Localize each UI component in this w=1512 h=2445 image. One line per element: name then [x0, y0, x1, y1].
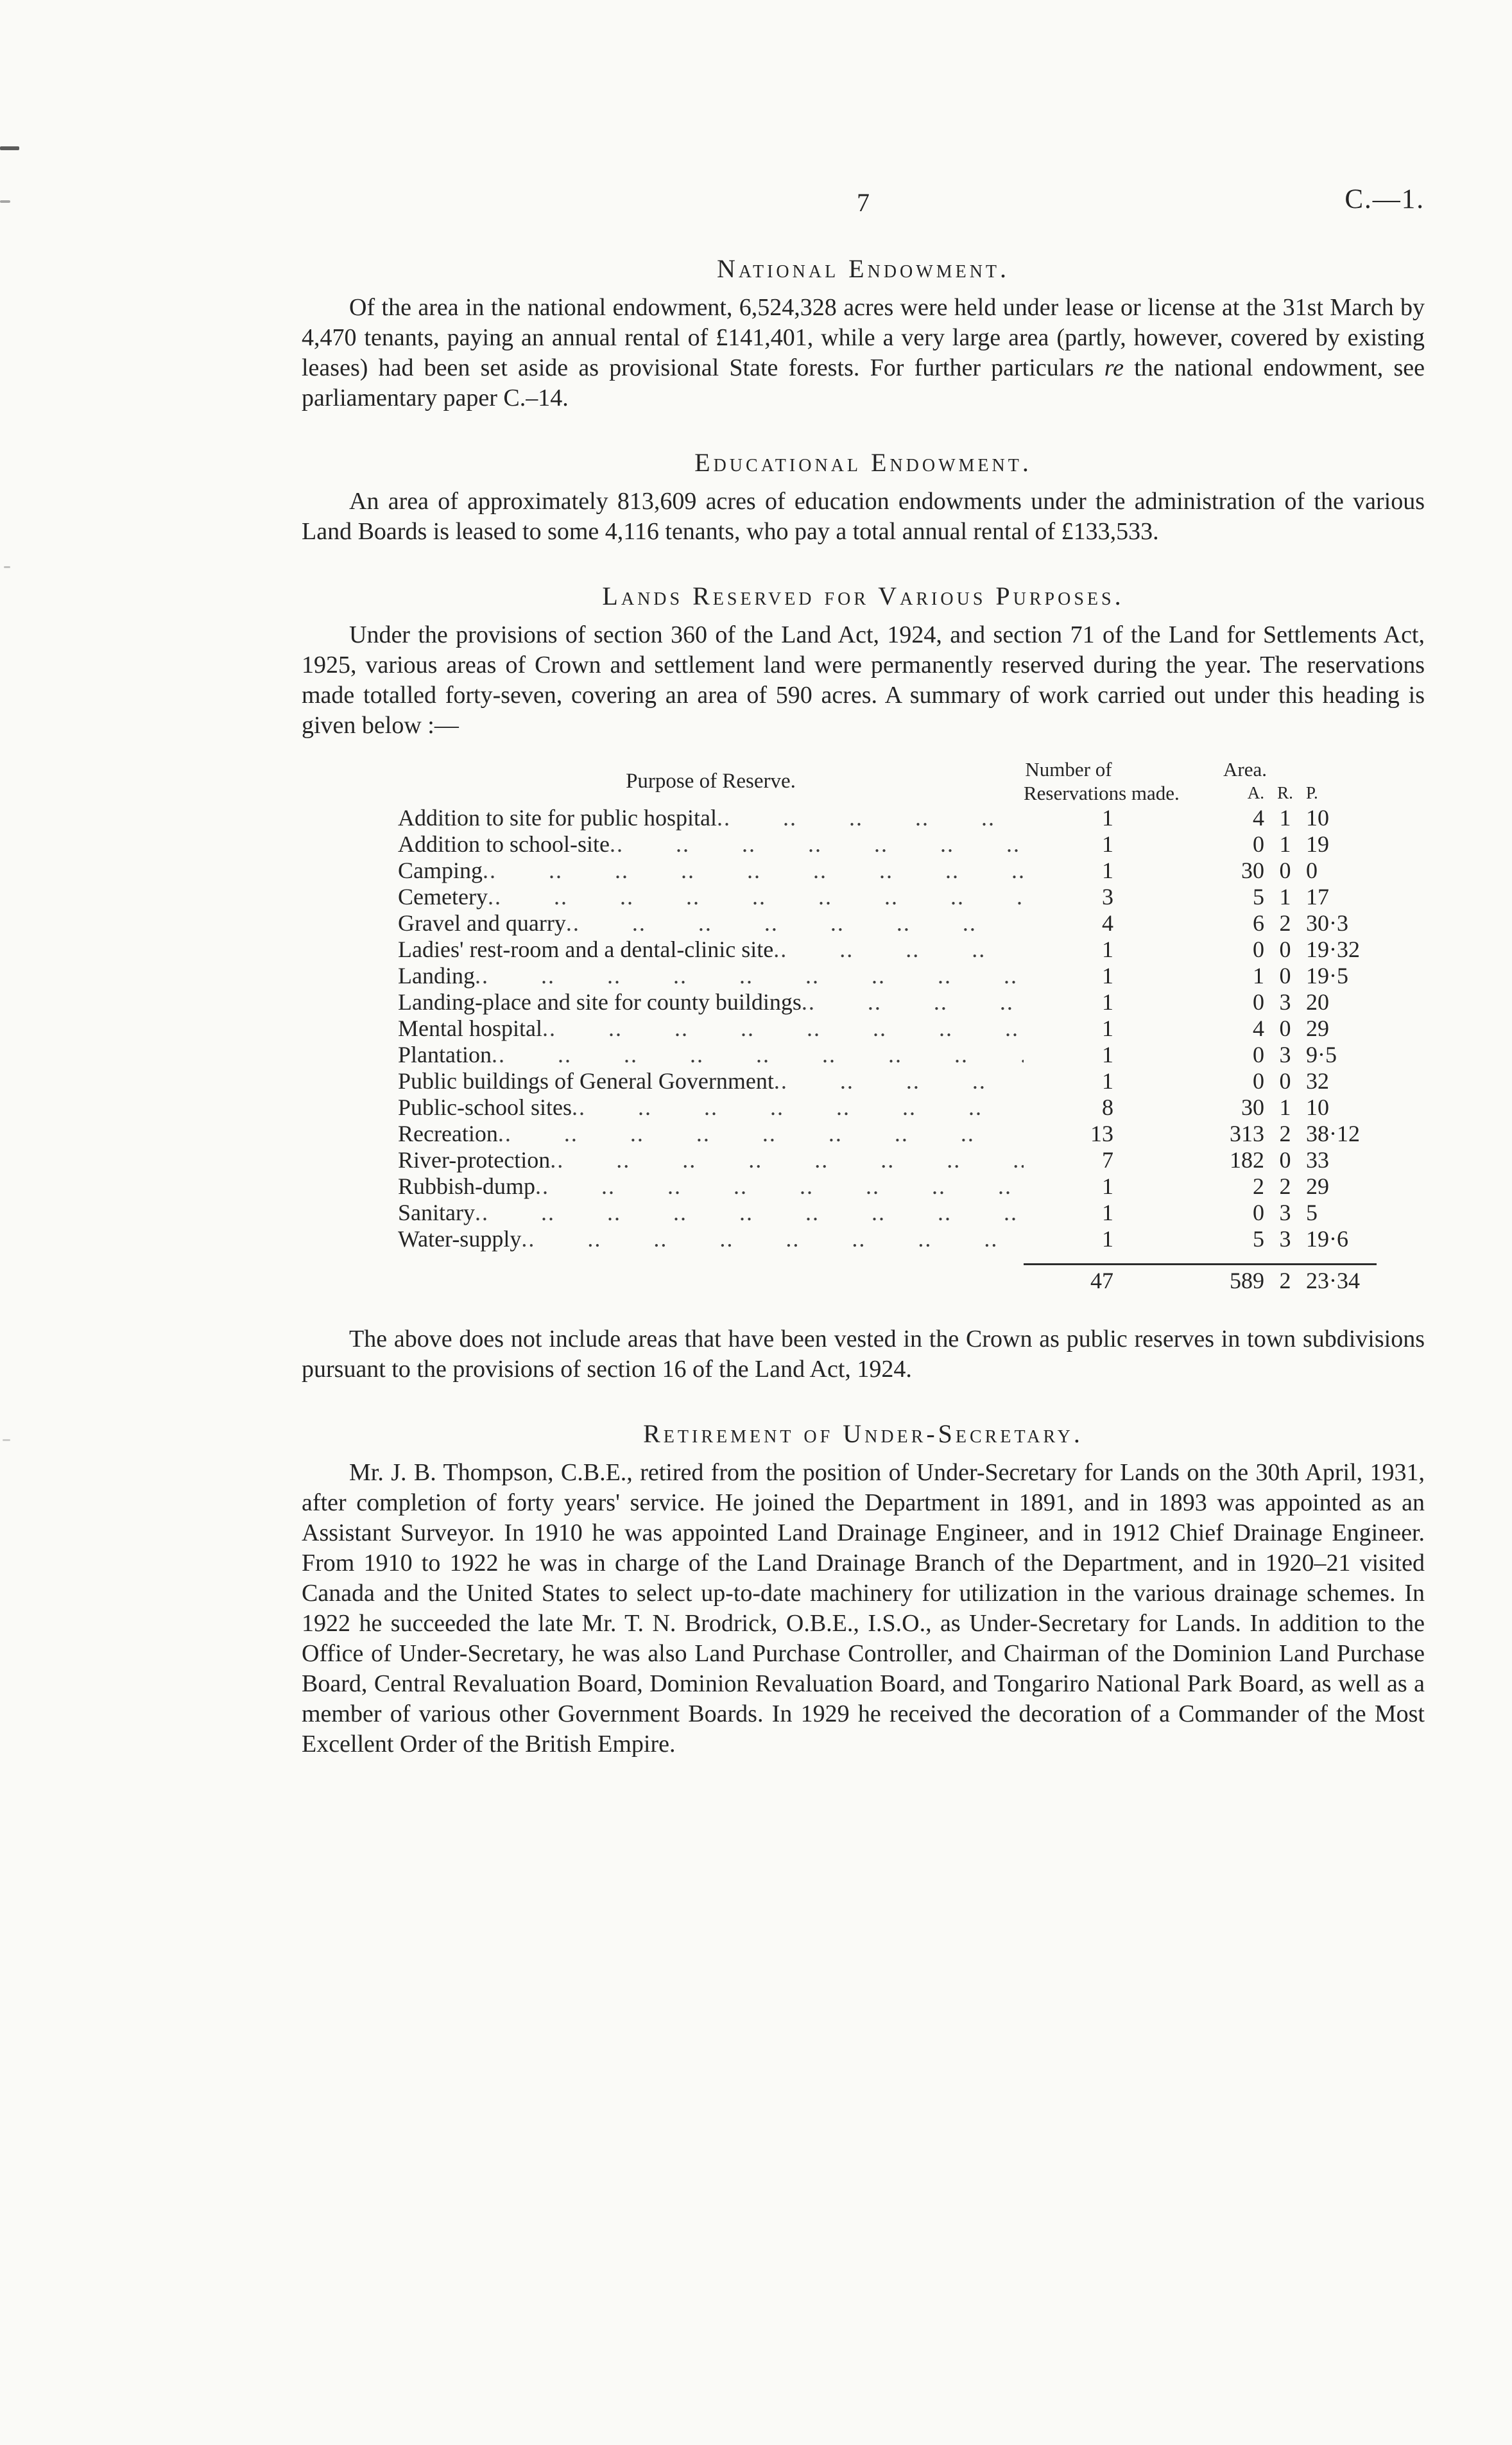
paragraph-text: Of the area in the national endowment, 6,524,328 acres were held under lease or license at the 31st March by 4,470 tenants, paying an annual rental of £141,401, while a very large area (partly, however, covered by existing leases) had been set aside as provisional State forests. For further particulars — [302, 294, 1425, 381]
area-perches: 9·5 — [1306, 1042, 1337, 1067]
reserve-purpose: Landing-place and site for county buildings — [398, 989, 802, 1015]
dot-leader — [802, 989, 1024, 1015]
dot-leader — [475, 1200, 1024, 1226]
area-acres: 313 — [1230, 1121, 1264, 1146]
reserve-purpose: Recreation — [398, 1121, 498, 1146]
reservations-count: 1 — [1102, 1173, 1113, 1199]
dot-leader — [550, 1147, 1024, 1173]
reservations-count: 1 — [1102, 989, 1113, 1015]
area-perches: 5 — [1306, 1200, 1318, 1225]
area-roods: 3 — [1279, 1226, 1291, 1252]
area-perches: 29 — [1306, 1015, 1329, 1041]
table-row — [398, 1147, 1377, 1173]
dot-leader — [773, 937, 1024, 963]
area-roods: 1 — [1279, 831, 1291, 857]
paragraph-text: the national endowment, see parliamentary paper C.–14. — [302, 354, 1425, 411]
column-header-purpose: Purpose of Reserve. — [626, 769, 796, 793]
area-perches: 19 — [1306, 831, 1329, 857]
area-roods: 0 — [1279, 963, 1291, 989]
area-roods: 1 — [1279, 1094, 1291, 1120]
area-roods: 0 — [1279, 937, 1291, 962]
reserve-purpose: Public buildings of General Government — [398, 1068, 774, 1094]
dot-leader — [498, 1121, 1024, 1147]
paper-reference: C.—1. — [1344, 184, 1425, 214]
table-row — [398, 831, 1377, 858]
area-acres: 2 — [1253, 1173, 1264, 1199]
area-perches: 20 — [1306, 989, 1329, 1015]
paragraph-national-endowment — [302, 293, 1425, 413]
area-acres: 0 — [1253, 1200, 1264, 1225]
paragraph-lands-reserved: Under the provisions of section 360 of the Land Act, 1924, and section 71 of the Land for Settlements Act, 1925, various areas of Crown and settlement land were permanently reserved during the year. The reservations made totalled forty-seven, covering an area of 590 acres. A summary of work carried out under this heading is given below :— — [302, 621, 1425, 739]
reserves-table — [398, 757, 1377, 1296]
reserve-purpose: Addition to school-site — [398, 831, 610, 857]
column-header-number-line1: Number of — [1025, 758, 1112, 781]
heading-educational-endowment: Educational Endowment. — [694, 448, 1032, 477]
table-row — [398, 1121, 1377, 1147]
margin-pencil-mark — [4, 566, 10, 568]
area-acres: 5 — [1253, 884, 1264, 910]
area-perches: 30·3 — [1306, 910, 1348, 936]
reserve-purpose: Camping — [398, 858, 483, 883]
table-row — [398, 858, 1377, 884]
table-row — [398, 1200, 1377, 1226]
reserve-purpose: Plantation — [398, 1042, 492, 1067]
table-row — [398, 884, 1377, 910]
area-roods: 3 — [1279, 1200, 1291, 1225]
area-acres: 4 — [1253, 1015, 1264, 1041]
margin-pencil-mark — [0, 146, 19, 150]
reservations-count: 1 — [1102, 1068, 1113, 1094]
table-row — [398, 1042, 1377, 1068]
area-perches: 19·6 — [1306, 1226, 1348, 1252]
dot-leader — [521, 1226, 1024, 1252]
area-roods: 0 — [1279, 1068, 1291, 1094]
reserve-purpose: River-protection — [398, 1147, 551, 1173]
reserve-purpose: Water-supply — [398, 1226, 522, 1252]
area-roods: 2 — [1279, 1121, 1291, 1146]
area-roods: 1 — [1279, 805, 1291, 831]
reserve-purpose: Landing — [398, 963, 475, 989]
table-row — [398, 989, 1377, 1015]
page-number: 7 — [857, 188, 870, 217]
area-acres: 30 — [1241, 1094, 1264, 1120]
reservations-count: 1 — [1102, 805, 1113, 831]
area-perches: 29 — [1306, 1173, 1329, 1199]
total-roods: 2 — [1264, 1264, 1306, 1296]
table-row — [398, 1015, 1377, 1042]
reserve-purpose: Cemetery — [398, 884, 488, 910]
reserve-purpose: Sanitary — [398, 1200, 475, 1225]
reservations-count: 1 — [1102, 858, 1113, 883]
area-perches: 19·32 — [1306, 937, 1360, 962]
table-row — [398, 937, 1377, 963]
reservations-count: 7 — [1102, 1147, 1113, 1173]
area-acres: 1 — [1253, 963, 1264, 989]
table-row — [398, 963, 1377, 989]
column-header-perches: P. — [1306, 783, 1318, 802]
paragraph-educational-endowment: An area of approximately 813,609 acres of education endowments under the administration of the various Land Boards is leased to some 4,116 tenants, who pay a total annual rental of £133,533. — [302, 488, 1425, 545]
area-perches: 38·12 — [1306, 1121, 1360, 1146]
total-reservations: 47 — [1024, 1264, 1113, 1296]
area-acres: 4 — [1253, 805, 1264, 831]
area-acres: 0 — [1253, 989, 1264, 1015]
area-perches: 10 — [1306, 1094, 1329, 1120]
italic-word: re — [1104, 354, 1124, 381]
dot-leader — [717, 805, 1024, 831]
margin-pencil-mark — [0, 200, 10, 203]
column-header-roods: R. — [1277, 783, 1293, 802]
reserve-purpose: Addition to site for public hospital — [398, 805, 717, 831]
reservations-count: 1 — [1102, 1042, 1113, 1067]
reservations-count: 1 — [1102, 831, 1113, 857]
dot-leader — [566, 910, 1024, 937]
reserve-purpose: Mental hospital — [398, 1015, 542, 1041]
area-roods: 3 — [1279, 1042, 1291, 1067]
reservations-count: 3 — [1102, 884, 1113, 910]
area-acres: 182 — [1230, 1147, 1264, 1173]
area-acres: 0 — [1253, 937, 1264, 962]
reserve-purpose: Ladies' rest-room and a dental-clinic site — [398, 937, 774, 962]
heading-lands-reserved: Lands Reserved for Various Purposes. — [602, 582, 1124, 610]
area-perches: 19·5 — [1306, 963, 1348, 989]
area-perches: 33 — [1306, 1147, 1329, 1173]
spacer-row — [398, 1252, 1377, 1264]
table-row — [398, 910, 1377, 937]
reserve-purpose: Gravel and quarry — [398, 910, 566, 936]
heading-national-endowment: National Endowment. — [716, 254, 1010, 283]
table-row — [398, 1226, 1377, 1252]
area-perches: 10 — [1306, 805, 1329, 831]
total-row — [398, 1264, 1377, 1296]
reserve-purpose: Rubbish-dump — [398, 1173, 536, 1199]
total-acres: 589 — [1113, 1264, 1264, 1296]
dot-leader — [483, 858, 1024, 884]
reserves-table-body — [398, 805, 1377, 1252]
dot-leader — [610, 831, 1024, 858]
reservations-count: 8 — [1102, 1094, 1113, 1120]
reservations-count: 1 — [1102, 937, 1113, 962]
area-roods: 3 — [1279, 989, 1291, 1015]
column-header-number-line2: Reservations made. — [1024, 782, 1180, 804]
area-perches: 32 — [1306, 1068, 1329, 1094]
area-roods: 1 — [1279, 884, 1291, 910]
dot-leader — [535, 1173, 1024, 1200]
dot-leader — [475, 963, 1024, 989]
reservations-count: 13 — [1090, 1121, 1113, 1146]
margin-pencil-mark — [3, 1439, 10, 1441]
reservations-count: 4 — [1102, 910, 1113, 936]
table-row — [398, 805, 1377, 831]
area-roods: 2 — [1279, 1173, 1291, 1199]
dot-leader — [542, 1015, 1024, 1042]
reservations-count: 1 — [1102, 1200, 1113, 1225]
area-perches: 17 — [1306, 884, 1329, 910]
table-row — [398, 1094, 1377, 1121]
area-acres: 5 — [1253, 1226, 1264, 1252]
paragraph-town-subdivisions-note: The above does not include areas that have been vested in the Crown as public reserves in town subdivisions pursuant to the provisions of section 16 of the Land Act, 1924. — [302, 1325, 1425, 1383]
table-row — [398, 1173, 1377, 1200]
reservations-count: 1 — [1102, 1226, 1113, 1252]
table-row — [398, 1068, 1377, 1094]
column-header-area: Area. — [1223, 758, 1267, 781]
area-acres: 30 — [1241, 858, 1264, 883]
reserves-table-total — [398, 1252, 1377, 1296]
area-acres: 0 — [1253, 831, 1264, 857]
area-acres: 0 — [1253, 1068, 1264, 1094]
reserve-purpose: Public-school sites — [398, 1094, 572, 1120]
page-header — [302, 184, 1425, 220]
area-roods: 0 — [1279, 1015, 1291, 1041]
heading-retirement: Retirement of Under-Secretary. — [643, 1419, 1083, 1448]
reserves-table-header — [398, 757, 1377, 805]
area-acres: 0 — [1253, 1042, 1264, 1067]
column-header-acres: A. — [1247, 783, 1264, 802]
reservations-count: 1 — [1102, 1015, 1113, 1041]
dot-leader — [492, 1042, 1024, 1068]
area-perches: 0 — [1306, 858, 1318, 883]
area-acres: 6 — [1253, 910, 1264, 936]
dot-leader — [572, 1094, 1024, 1121]
total-perches: 23·34 — [1306, 1264, 1377, 1296]
dot-leader — [488, 884, 1024, 910]
paragraph-retirement: Mr. J. B. Thompson, C.B.E., retired from the position of Under-Secretary for Lands on the 30th April, 1931, after completion of forty years' service. He joined the Department in 1891, and in 1893 was appointed as an Assistant Surveyor. In 1910 he was appointed Land Drainage Engineer, and in 1912 Chief Drainage Engineer. From 1910 to 1922 he was in charge of the Land Drainage Branch of the Department, and in 1920–21 visited Canada and the United States to select up-to-date machinery for utilization in the various drainage schemes. In 1922 he succeeded the late Mr. T. N. Brodrick, O.B.E., I.S.O., as Under-Secretary for Lands. In addition to the Office of Under-Secretary, he was also Land Purchase Controller, and Chairman of the Dominion Land Purchase Board, Central Revaluation Board, Dominion Revaluation Board, and Tongariro National Park Board, as well as a member of various other Government Boards. In 1929 he received the decoration of a Commander of the Most Excellent Order of the British Empire. — [302, 1458, 1425, 1758]
area-roods: 2 — [1279, 910, 1291, 936]
dot-leader — [774, 1068, 1024, 1094]
area-roods: 0 — [1279, 858, 1291, 883]
area-roods: 0 — [1279, 1147, 1291, 1173]
reservations-count: 1 — [1102, 963, 1113, 989]
